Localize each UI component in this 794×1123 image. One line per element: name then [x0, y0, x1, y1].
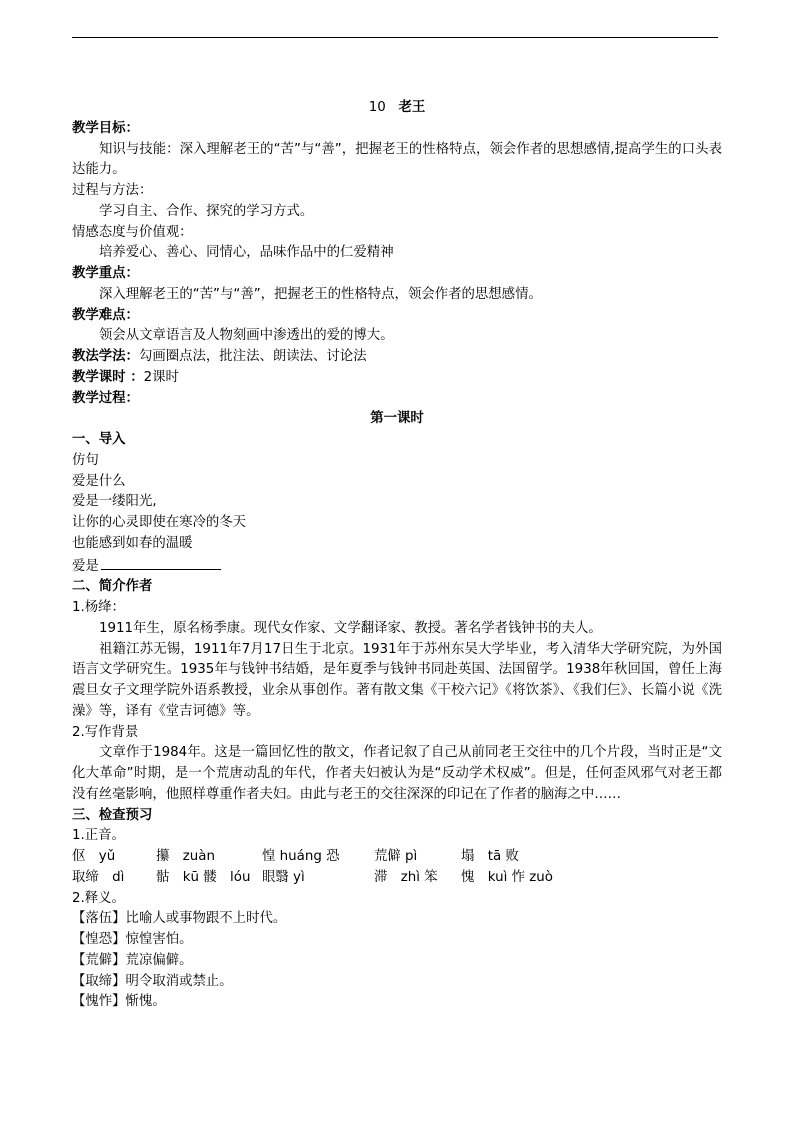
author-sub1: 1.杨绛：	[72, 600, 125, 615]
hours-heading: 教学课时 ：	[72, 369, 144, 385]
definition-item: 【荒僻】荒凉偏僻。	[72, 952, 193, 968]
lesson-name: 老王	[398, 100, 426, 115]
key-points-text: 深入理解老王的“苦”与“善”，把握老王的性格特点，领会作者的思想感情。	[99, 286, 542, 302]
pinyin-item: 滞 zhì 笨	[374, 869, 438, 885]
author-para-2: 祖籍江苏无锡，1911年7月17日生于北京。1931年于苏州东吴大学毕业，考入清华大学研究院，为外国语言文学研究生。1935年与钱钟书结婚，是年夏季与钱钟书同赴英国、法国留学。1938年秋回国，曾任上海震旦女子文理学院外语系教授，业余从事创作。著有散文集《干校六记》《将饮茶》、《我们仨》、长篇小说《洗澡》等，译有《堂吉诃德》等。	[72, 641, 722, 719]
pinyin-item: 塌 tā 败	[461, 849, 519, 864]
document-body	[72, 98, 722, 1013]
intro-line: 仿句	[72, 452, 99, 468]
background-para: 文章作于1984年。这是一篇回忆性的散文，作者记叙了自己从前同老王交往中的几个片段，当时正是“文化大革命”时期，是一个荒唐动乱的年代，作者夫妇被认为是“反动学术权威”。但是，任何歪风邪气对老王都没有丝毫影响，他照样尊重作者夫妇。由此与老王的交往深深的印记在了作者的脑海之中……	[72, 745, 722, 802]
author-heading: 二、简介作者	[72, 579, 153, 595]
intro-line: 爱是什么	[72, 473, 126, 489]
intro-blank-line	[72, 555, 722, 578]
preview-heading: 三、检查预习	[72, 807, 153, 823]
goals-emotion-label: 情感态度与价值观：	[72, 224, 193, 240]
pinyin-item: 取缔 dì	[72, 869, 125, 885]
pinyin-item: 眼翳 yì	[262, 869, 305, 885]
pinyin-item: 攥 zuàn	[156, 849, 215, 864]
intro-heading: 一、导入	[72, 432, 126, 447]
hours-line	[72, 368, 722, 389]
hours-text: 2课时	[143, 369, 179, 385]
methods-heading: 教法学法：	[72, 349, 139, 364]
pinyin-row-2	[72, 868, 722, 889]
lesson-number: 10	[368, 100, 386, 115]
goals-heading: 教学目标：	[72, 120, 139, 136]
pinyin-item: 惶 huáng 恐	[262, 849, 340, 864]
pinyin-item: 荒僻 pì	[374, 849, 418, 864]
difficulty-text: 领会从文章语言及人物刻画中渗透出的爱的博大。	[99, 328, 394, 344]
intro-line: 爱是一缕阳光,	[72, 494, 157, 510]
key-points-heading: 教学重点：	[72, 266, 139, 281]
pinyin-item: 伛 yǔ	[72, 849, 116, 864]
blank-prefix: 爱是	[72, 558, 99, 574]
difficulty-heading: 教学难点：	[72, 307, 139, 323]
intro-line: 也能感到如春的温暖	[72, 535, 193, 551]
author-sub2: 2.写作背景	[72, 724, 139, 740]
goals-process: 学习自主、合作、探究的学习方式。	[99, 203, 314, 219]
preview-sub2: 2.释义。	[72, 890, 125, 906]
pinyin-row-1	[72, 847, 722, 868]
goals-process-label: 过程与方法：	[72, 183, 153, 198]
fill-in-blank	[101, 555, 221, 570]
pinyin-item: 愧 kuì 怍 zuò	[461, 869, 553, 885]
definition-item: 【取缔】明令取消或禁止。	[72, 973, 233, 989]
definition-item: 【落伍】比喻人或事物跟不上时代。	[72, 911, 287, 927]
methods-line	[72, 347, 722, 368]
first-lesson-title: 第一课时	[370, 411, 424, 427]
methods-text: 勾画圈点法，批注法、朗读法、讨论法	[138, 349, 367, 364]
goals-knowledge: 知识与技能：深入理解老王的“苦”与“善”，把握老王的性格特点，领会作者的思想感情,提高学生的口头表达能力。	[72, 141, 722, 178]
process-heading: 教学过程：	[72, 390, 139, 406]
header-rule	[72, 37, 718, 38]
goals-emotion: 培养爱心、善心、同情心，品味作品中的仁爱精神	[99, 245, 394, 261]
preview-sub1: 1.正音。	[72, 828, 125, 844]
definition-item: 【愧怍】惭愧。	[72, 994, 166, 1010]
lesson-title	[72, 98, 722, 119]
pinyin-item: 骷 kū 髅 lóu	[156, 869, 251, 885]
intro-line: 让你的心灵即使在寒冷的冬天	[72, 515, 247, 530]
definition-item: 【惶恐】惊惶害怕。	[72, 932, 193, 947]
author-para-1: 1911年生，原名杨季康。现代女作家、文学翻译家、教授。著名学者钱钟书的夫人。	[99, 620, 602, 636]
